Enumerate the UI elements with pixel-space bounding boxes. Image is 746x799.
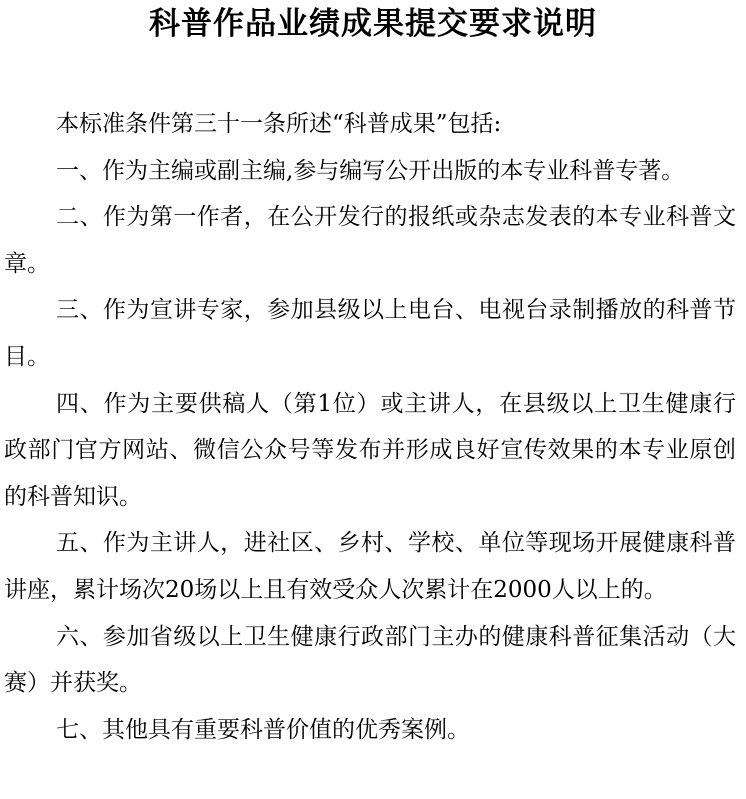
item-paragraph-4: 四、作为主要供稿人（第1位）或主讲人，在县级以上卫生健康行政部门官方网站、微信公众号等发布并形成良好宣传效果的本专业原创的科普知识。	[4, 390, 736, 510]
item-paragraph-1: 一、作为主编或副主编,参与编写公开出版的本专业科普专著。	[56, 157, 685, 184]
item-paragraph-2: 二、作为第一作者，在公开发行的报纸或杂志发表的本专业科普文章。	[4, 204, 736, 277]
intro-paragraph: 本标准条件第三十一条所述“科普成果”包括:	[56, 111, 502, 137]
item-paragraph-6: 六、参加省级以上卫生健康行政部门主办的健康科普征集活动（大赛）并获奖。	[4, 623, 736, 697]
item-paragraph-5: 五、作为主讲人，进社区、乡村、学校、单位等现场开展健康科普讲座，累计场次20场以上且有效受众人次累计在2000人以上的。	[4, 530, 736, 603]
document-body	[4, 101, 736, 753]
item-paragraph-7: 七、其他具有重要科普价值的优秀案例。	[56, 716, 470, 743]
document-title: 科普作品业绩成果提交要求说明	[149, 6, 597, 42]
item-paragraph-3: 三、作为宣讲专家，参加县级以上电台、电视台录制播放的科普节目。	[4, 297, 736, 370]
